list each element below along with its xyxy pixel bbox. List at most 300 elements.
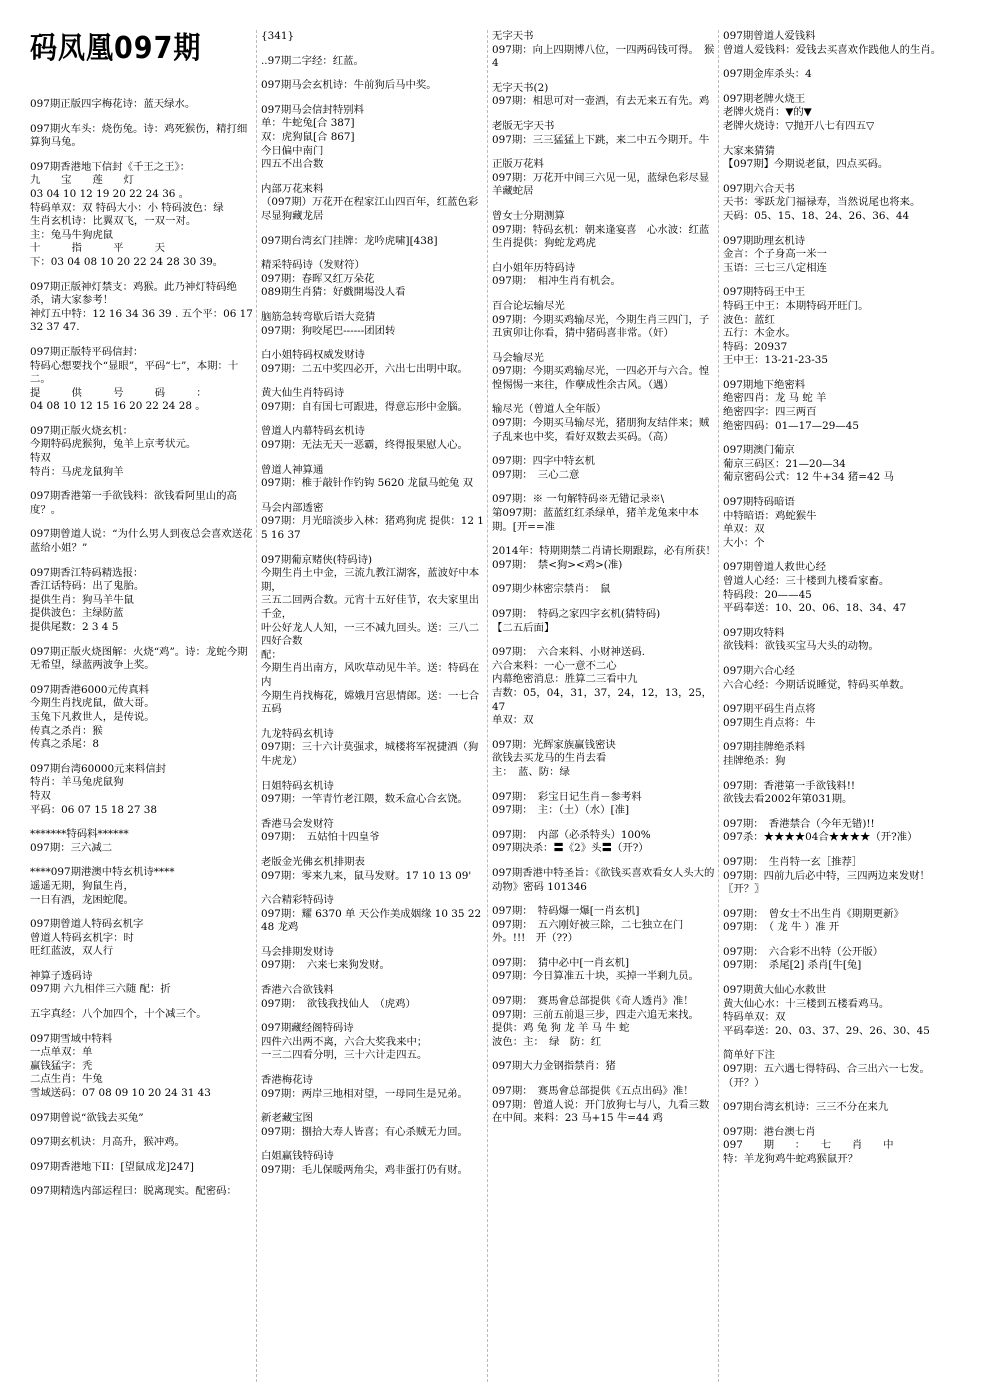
tip-heading: *******特码料****** bbox=[30, 828, 129, 841]
tip-line: 097期： 禁<狗><鸡>(准) bbox=[492, 558, 623, 571]
tip-heading: 097期正版神灯禁支：鸡猴。此乃神灯特码绝杀，请大家参考！ bbox=[30, 280, 237, 307]
tip-line: 097期： 相冲生肖有机会。 bbox=[492, 275, 621, 288]
tip-block bbox=[492, 352, 716, 393]
tip-line: 今期生肖找梅花，嫦娥月宫思情郎。送：一七合五码 bbox=[261, 689, 480, 716]
tip-line: 097期：椎于敲针作钓钩 5620 龙鼠马蛇兔 双 bbox=[261, 477, 474, 490]
tip-block bbox=[492, 209, 720, 251]
tip-heading: 马会内部透密 bbox=[261, 501, 324, 514]
tip-line: 神灯五中特：12 16 34 36 39 . 五个平：06 17 32 37 47. bbox=[30, 307, 257, 334]
tip-heading: 097期黄大仙心水救世 bbox=[723, 984, 826, 997]
tip-heading: 097期助理玄机诗 bbox=[723, 234, 806, 247]
tip-block bbox=[492, 791, 716, 818]
tip-line: 今期生肖找虎鼠，做大哥。 bbox=[30, 697, 155, 710]
tip-line: 097期：狗咬尾巴------团团转 bbox=[261, 324, 396, 337]
tip-block bbox=[723, 703, 947, 730]
tip-block bbox=[261, 79, 485, 93]
tip-block bbox=[723, 856, 947, 897]
tip-block bbox=[30, 1185, 254, 1199]
column-divider bbox=[487, 30, 488, 1382]
tip-block bbox=[492, 739, 716, 780]
tip-heading: 097期曾道人救世心经 bbox=[723, 561, 826, 574]
column-2 bbox=[261, 30, 485, 1382]
tip-heading: ****097期港澳中特玄机诗**** bbox=[30, 866, 175, 879]
tip-block bbox=[723, 496, 947, 550]
tip-line: 特双 bbox=[30, 452, 51, 465]
tip-heading: 097期特码暗语 bbox=[723, 496, 795, 509]
tip-block bbox=[723, 818, 947, 845]
tip-heading: 097期马会信封特别料 bbox=[261, 103, 364, 116]
tip-heading: 097期特码王中王 bbox=[723, 286, 806, 299]
tip-block bbox=[30, 1033, 254, 1101]
tip-line: 葡京密码公式：12 牛+34 猪=42 马 bbox=[723, 471, 894, 484]
tip-block bbox=[723, 235, 947, 276]
page-title: 码凤凰097期 bbox=[30, 31, 202, 66]
tip-line: 黄大仙心水：十三楼到五楼看鸡马。 bbox=[723, 997, 890, 1010]
tip-line: 097期： 主：（土）（水）[准] bbox=[492, 804, 630, 817]
tip-line: 097期：月光暗淡步入林：猪鸡狗虎 提供：12 15 16 37 bbox=[261, 515, 484, 542]
tip-line: 香江话特码：出了鬼胎。 bbox=[30, 580, 145, 593]
tip-heading: 097期葡京赌侠(特码诗) bbox=[261, 553, 373, 566]
tip-heading: 百合论坛输尽光 bbox=[492, 299, 565, 312]
tip-line: 传真之杀肖：猴 bbox=[30, 724, 103, 737]
tip-line: 097期： 五六刚好被三除，二七独立在门外。!!! 开（??） bbox=[492, 918, 684, 945]
tip-block bbox=[492, 1085, 716, 1126]
tip-block bbox=[30, 1136, 254, 1150]
tip-line: 097杀：★★★★04合★★★★（开?准） bbox=[723, 831, 918, 844]
tip-block bbox=[261, 1022, 485, 1063]
tip-heading: 097期： 猜中必中[一肖玄机] bbox=[492, 956, 630, 969]
tip-block bbox=[723, 93, 947, 134]
tip-heading: 097期老牌火烧王 bbox=[723, 92, 806, 105]
tip-line: 097期：万花开中间三六见一见，蓝绿色彩尽显羊藏蛇居 bbox=[492, 171, 710, 198]
tip-heading: 097期曾道人说：“为什么男人到夜总会喜欢送花蓝给小姐？” bbox=[30, 528, 253, 555]
tip-block bbox=[492, 957, 716, 984]
tip-line: 【097期】今期说老鼠，四点买码。 bbox=[723, 158, 889, 171]
tip-heading: 097期台湾玄机诗：三三不分在来九 bbox=[723, 1101, 889, 1114]
tip-line: 097期：今期买马输尽光，猪朋狗友结伴来；贼子乱来也中奖，看好双数去买码。（高） bbox=[492, 417, 710, 443]
tip-block bbox=[723, 1126, 947, 1167]
tip-heading: 097期攻特料 bbox=[723, 626, 785, 639]
tip-heading: 马会排期发财诗 bbox=[261, 945, 334, 958]
tip-line: 097期：三三猛猛上下跳，来二中五今期开。牛 bbox=[492, 133, 710, 146]
tip-line: 097期：零来九来，鼠马发财。17 10 13 09' bbox=[261, 869, 472, 882]
tip-block bbox=[723, 183, 947, 224]
tip-line: 单双：双 bbox=[723, 523, 765, 536]
tip-line: 097期：三前五前退三步，四走六追无来找。 bbox=[492, 1008, 699, 1021]
tip-line: 097期：一竿青竹老江隈，数禾盒心合玄饶。 bbox=[261, 793, 468, 806]
tip-heading: 097期：港台澳七肖 bbox=[723, 1125, 816, 1138]
column-divider bbox=[256, 30, 257, 1382]
tip-block bbox=[30, 646, 254, 673]
tip-heading: 输尽光（曾道人全年版） bbox=[492, 403, 607, 416]
tip-block bbox=[723, 286, 947, 368]
tip-heading: 097期少林密宗禁肖： 鼠 bbox=[492, 583, 611, 596]
tip-heading: 精采特码诗（发财符） bbox=[261, 259, 365, 272]
tip-block bbox=[30, 98, 254, 112]
tip-line: 遥遥无期，狗鼠生肖， bbox=[30, 879, 134, 892]
tip-line: 曾道人爱钱料：爱钱去买喜欢作践他人的生肖。 bbox=[723, 43, 942, 56]
tip-line: 一点单双：单 bbox=[30, 1046, 93, 1059]
tip-line: 挂牌绝杀：狗 bbox=[723, 754, 786, 767]
tip-line: 绝密四肖：龙 马 蛇 羊 bbox=[723, 392, 827, 405]
tip-line: 绝密四字：四三两百 bbox=[723, 406, 817, 419]
tip-line: 097期：今期买鸡输尽光，今期生肖三四门，子丑寅卯让你看，猜中猪码喜非常。（奸） bbox=[492, 313, 710, 340]
tip-heading: 097期挂牌绝杀料 bbox=[723, 741, 806, 754]
tip-block bbox=[723, 627, 947, 654]
tip-heading: 脑筋急转弯歇后语大竞猜 bbox=[261, 310, 376, 323]
tip-line: 提供生肖：狗马羊牛鼠 bbox=[30, 593, 134, 606]
tip-block bbox=[261, 780, 485, 807]
tip-block bbox=[30, 280, 257, 335]
tip-block bbox=[492, 82, 716, 109]
tip-heading: {341} bbox=[261, 30, 295, 42]
tip-block bbox=[30, 1161, 254, 1175]
tip-heading: 097期：四字中特玄机 bbox=[492, 455, 595, 468]
tip-line: 吉数：05，04，31，37，24，12，13，25，47 bbox=[492, 686, 713, 713]
tip-heading: 097期： 赛馬會总部提供《五点出码》准！ bbox=[492, 1085, 694, 1098]
tip-line: 097期：自有国七可跟进，得意忘形中金腦。 bbox=[261, 400, 468, 413]
tip-block bbox=[492, 867, 716, 894]
tip-heading: 097期大力金钢指禁肖：猪 bbox=[492, 1060, 616, 1073]
tip-heading: 097期地下绝密料 bbox=[723, 378, 806, 391]
tip-line: 金言：个子身高一米一 bbox=[723, 248, 827, 261]
tip-block bbox=[30, 918, 254, 959]
tip-line: 赢钱猛字：秃 bbox=[30, 1059, 93, 1072]
tip-line: 097期：五六遇七得特码、合三出六一七发。（开？） bbox=[723, 1063, 930, 1089]
tip-block bbox=[261, 464, 485, 491]
tip-heading: 无字天书 bbox=[492, 30, 534, 42]
tip-line: 天码：05、15、18、24、26、36、44 bbox=[723, 209, 910, 222]
tip-heading: 097期马会玄机诗：牛前狗后马中奖。 bbox=[261, 79, 437, 92]
tip-block bbox=[492, 455, 716, 482]
tip-heading: 白小姐年历特码诗 bbox=[492, 261, 576, 274]
tip-block bbox=[261, 984, 485, 1011]
tip-block bbox=[261, 856, 485, 883]
tip-line: 097期：今期买鸡输尽光，一四必开与六合。惶惶惕惕一来往，作孽成性余古风。（遇） bbox=[492, 365, 710, 391]
tip-block bbox=[261, 1074, 485, 1101]
tip-line: 097期：二五中奖四必开，六出七出明中取。 bbox=[261, 362, 468, 375]
tip-block bbox=[492, 300, 716, 341]
tip-block bbox=[723, 444, 947, 485]
tip-heading: 097期台湾60000元来料信封 bbox=[30, 762, 167, 775]
tip-line: 097期： （ 龙 牛 ）准 开 bbox=[723, 921, 840, 934]
tip-block bbox=[261, 183, 485, 224]
tip-heading: 曾道人神算通 bbox=[261, 463, 324, 476]
tip-line: 097期：三六减二 bbox=[30, 841, 113, 854]
tip-line: 097期 六九相伴三六随 配：折 bbox=[30, 983, 171, 996]
tip-line: 波色：主： 绿 防：红 bbox=[492, 1035, 602, 1048]
tip-heading: 马会输尽光 bbox=[492, 351, 544, 364]
tip-block bbox=[30, 1112, 254, 1126]
tip-line: 提供尾数：2 3 4 5 bbox=[30, 621, 119, 633]
tip-line: 欲钱料：欲钱买宝马大头的动物。 bbox=[723, 640, 879, 653]
tip-line: 今日偏中南门 bbox=[261, 144, 324, 157]
tip-line: 097期： 三心二意 bbox=[492, 468, 580, 481]
tip-block bbox=[492, 995, 716, 1049]
tip-line: 大小：个 bbox=[723, 536, 765, 549]
tip-heading: 097期正版特平码信封： bbox=[30, 345, 144, 358]
tip-block bbox=[723, 561, 947, 615]
tip-heading: 097期精选内部运程曰：脱离现实。配密码： bbox=[30, 1185, 237, 1198]
tip-heading: 097期： 彩宝日记生肖－参考料 bbox=[492, 790, 642, 803]
tip-line: 特双 bbox=[30, 789, 51, 802]
tip-heading: 白姐赢钱特码诗 bbox=[261, 1150, 334, 1163]
tip-block bbox=[261, 55, 485, 69]
tip-block bbox=[492, 829, 716, 856]
tip-heading: 白小姐特码权威发财诗 bbox=[261, 349, 365, 362]
tip-heading: 097期六合天书 bbox=[723, 182, 795, 195]
tip-line: 097期：相思可对一壶酒，有去无来五有先。鸡 bbox=[492, 95, 710, 108]
tip-line: 097期：今日算准五十块，买掉一半剩九员。 bbox=[492, 970, 699, 983]
tip-line: 097期： 欲钱我找仙人 （虎鸡） bbox=[261, 997, 416, 1010]
tip-line: 特码段：20——45 bbox=[723, 588, 812, 601]
tip-line: 葡京三码区：21—20—34 bbox=[723, 457, 846, 470]
tip-heading: 097期正版四字梅花诗：蓝天绿水。 bbox=[30, 98, 196, 110]
tip-heading: 097期香港地下信封《千王之王》： bbox=[30, 160, 191, 173]
tip-line: 097期：两岸三地相对望，一母同生是兄弟。 bbox=[261, 1087, 468, 1100]
tip-line: 097期：曾道人说：开门放狗七与八，九看三数在中间。来料：23 马+15 牛=44 鸡 bbox=[492, 1098, 710, 1125]
tip-heading: 097期澳门葡京 bbox=[723, 444, 795, 457]
tip-block bbox=[30, 866, 254, 907]
tip-line: 十 指 平 天 bbox=[30, 242, 166, 255]
tip-line: 特码：20937 bbox=[723, 340, 788, 353]
tip-block bbox=[492, 403, 716, 444]
tip-line: 下：03 04 08 10 20 22 24 28 30 39。 bbox=[30, 255, 224, 268]
tip-heading: 老版金光佛玄机排期表 bbox=[261, 855, 365, 868]
tip-heading: 九龙特码玄机诗 bbox=[261, 727, 334, 740]
tip-line: 097期： 五姑怕十四皇爷 bbox=[261, 831, 380, 844]
tip-block bbox=[723, 30, 947, 57]
tip-block bbox=[30, 425, 254, 479]
tip-block bbox=[492, 262, 716, 289]
tip-line: 03 04 10 12 19 20 22 24 36 。 bbox=[30, 187, 190, 200]
tip-line: 二点生肖：牛兔 bbox=[30, 1073, 103, 1086]
tip-heading: 香港梅花诗 bbox=[261, 1074, 313, 1087]
tip-line: 传真之杀尾：8 bbox=[30, 738, 99, 751]
tip-block bbox=[30, 763, 254, 817]
tip-block bbox=[492, 545, 716, 572]
tip-line: 提供：鸡 兔 狗 龙 羊 马 牛 蛇 bbox=[492, 1022, 630, 1035]
tip-line: 089期生肖猜：好戲開場没人看 bbox=[261, 286, 406, 299]
tip-heading: 097期香港地下II：[望鼠成龙]247] bbox=[30, 1160, 194, 1173]
tip-line: 配： bbox=[261, 648, 282, 661]
tip-line: 波色：蓝红 bbox=[723, 313, 775, 326]
column-1 bbox=[30, 30, 257, 1382]
tip-line: 提 供 号 码 ： bbox=[30, 386, 207, 399]
tip-line: （097期）万花开在程家江山四百年，红蓝色彩尽显狗藏龙居 bbox=[261, 196, 479, 222]
tip-block bbox=[30, 684, 254, 752]
tip-line: 欲钱去买龙马的生肖去看 bbox=[492, 752, 607, 765]
tip-heading: 097期雪域中特料 bbox=[30, 1032, 113, 1045]
tip-heading: 097期香港第一手欲钱料：欲钱看阿里山的高度？。 bbox=[30, 490, 237, 516]
tip-block bbox=[261, 30, 485, 44]
tip-block bbox=[261, 946, 485, 973]
tip-line: 中特暗语：鸡蛇猴牛 bbox=[723, 509, 817, 522]
tip-heading: 097期玄机诀：月高升，猴冲鸡。 bbox=[30, 1136, 185, 1149]
tip-line: 单：牛蛇兔[合 387] bbox=[261, 117, 355, 130]
tip-heading: 内部万花来料 bbox=[261, 182, 324, 195]
tip-block bbox=[261, 425, 485, 452]
tip-line: 今期生肖土中金，三流九教江湖客，蓝波好中本期， bbox=[261, 567, 480, 593]
tip-heading: 097期正版火烧玄机： bbox=[30, 424, 133, 437]
tip-block bbox=[492, 158, 716, 199]
tip-block bbox=[723, 145, 947, 172]
tip-line: 097期：特码玄机：朝来逢宴喜 心水波：红蓝 生肖提供：狗蛇龙鸡虎 bbox=[492, 223, 720, 250]
tip-block bbox=[723, 780, 947, 807]
tip-line: 04 08 10 12 15 16 20 22 24 28 。 bbox=[30, 400, 206, 413]
tip-heading: 日姐特码玄机诗 bbox=[261, 779, 334, 792]
tip-line: 特码心想要找个“显眼”，平码“七”，本期：十二。 bbox=[30, 359, 239, 386]
tip-block bbox=[30, 123, 254, 150]
tip-heading: 老版无字天书 bbox=[492, 119, 555, 132]
tip-heading: 097期曾道人特码玄机字 bbox=[30, 918, 144, 931]
tip-line: 平码奉送：20、03、37、29、26、30、45 bbox=[723, 1024, 930, 1037]
tip-block bbox=[30, 161, 254, 270]
tip-line: 今期生肖出南方，风吹草动见牛羊。送：特码在内 bbox=[261, 662, 480, 688]
tip-line: 特码王中王：本期特码开旺门。 bbox=[723, 299, 869, 312]
tip-heading: 正版万花料 bbox=[492, 158, 544, 171]
tip-line: 内幕绝密消息：胜算二三看中九 bbox=[492, 673, 638, 686]
tip-block bbox=[261, 1112, 485, 1139]
tip-line: 097期：无法无天一恶霸，终得报果慰人心。 bbox=[261, 439, 468, 452]
tip-block bbox=[261, 311, 485, 338]
tip-heading: 097期火车头：烧伤兔。诗：鸡死猴伤，精打细算狗马兔。 bbox=[30, 122, 248, 149]
tip-line: 特：羊龙狗鸡牛蛇鸡猴鼠开？ bbox=[723, 1153, 859, 1165]
tip-heading: 五字真经：八个加四个，十个减三个。 bbox=[30, 1008, 207, 1021]
tip-block bbox=[30, 970, 254, 997]
tip-block bbox=[723, 379, 947, 433]
tip-heading: 097期台湾玄门挂牌：龙吟虎啸][438] bbox=[261, 234, 438, 247]
tip-line: 特肖：羊马兔虎鼠狗 bbox=[30, 776, 124, 789]
tip-block bbox=[261, 104, 485, 172]
tip-line: 特肖：马虎龙鼠狗羊 bbox=[30, 465, 124, 478]
tip-line: 平码奉送：10、20、06、18、34、47 bbox=[723, 602, 907, 615]
tip-line: 097期决杀：〓《2》头〓（开?） bbox=[492, 842, 649, 855]
tip-heading: 097期：※ 一句解特码※无错记录※\ bbox=[492, 493, 665, 506]
tip-block bbox=[261, 387, 485, 414]
tip-block bbox=[492, 905, 716, 946]
tip-heading: 简单好下注 bbox=[723, 1049, 775, 1062]
tip-heading: 097期香江特码精选报： bbox=[30, 566, 144, 579]
tip-heading: 097期： 特码爆一爆[一肖玄机] bbox=[492, 905, 640, 918]
tip-block bbox=[261, 894, 485, 935]
tip-heading: 097期曾说“欲钱去买兔” bbox=[30, 1111, 144, 1124]
tip-block bbox=[723, 984, 947, 1038]
tip-line: 一日有酒，龙困蛇爬。 bbox=[30, 893, 134, 906]
tip-heading: 097期： 六合彩不出特（公开版） bbox=[723, 945, 884, 958]
tip-line: 【二五后面】 bbox=[492, 621, 555, 634]
tip-heading: 097期： 特码之家四字玄机(猜特码) bbox=[492, 608, 661, 620]
tip-block bbox=[723, 1049, 947, 1090]
tip-block bbox=[30, 567, 254, 635]
tip-heading: 097期： 曾女士不出生肖《期期更新》 bbox=[723, 907, 904, 920]
tip-block bbox=[30, 528, 254, 555]
tip-line: 六合心经：今期话说睡觉，特码买单数。 bbox=[723, 678, 911, 691]
tip-line: 欲钱去看2002年第031期。 bbox=[723, 793, 853, 806]
tip-block bbox=[492, 646, 716, 728]
tip-line: 四件六出两不离，六合大奖我来中； bbox=[261, 1035, 428, 1048]
tip-line: 曾道人心经：三十楼到九楼看家畜。 bbox=[723, 575, 890, 587]
tip-line: 097期生肖点将：牛 bbox=[723, 716, 816, 729]
tip-block bbox=[261, 818, 485, 845]
tip-block bbox=[492, 1060, 716, 1074]
tip-line: 雪域送码：07 08 09 10 20 24 31 43 bbox=[30, 1087, 211, 1100]
tip-heading: 097期藏经阁特码诗 bbox=[261, 1022, 354, 1035]
tip-block bbox=[30, 828, 254, 855]
tip-heading: 曾道人内幕特码玄机诗 bbox=[261, 425, 365, 438]
tip-line: 九 宝 莲 灯 bbox=[30, 174, 134, 187]
tip-line: 今期特码虎猴狗，兔羊上京考状元。 bbox=[30, 438, 197, 451]
tip-line: 曾道人特码玄机字：时 bbox=[30, 931, 134, 944]
tip-heading: 097期： 香港禁合（今年无错)!! bbox=[723, 817, 875, 830]
tip-heading: 097期正版火烧图解：火烧“鸡”。诗：龙蛇今期无希望，绿蓝两波争上奖。 bbox=[30, 645, 248, 672]
tip-block bbox=[723, 741, 947, 768]
tip-block bbox=[723, 1101, 947, 1115]
tip-heading: 新老藏宝图 bbox=[261, 1112, 313, 1125]
tip-sheet bbox=[30, 30, 955, 1382]
tip-line: 097期： 杀尾[2] 杀肖[牛[兔] bbox=[723, 959, 862, 972]
tip-block bbox=[261, 349, 485, 376]
tip-block bbox=[723, 908, 947, 935]
tip-block bbox=[30, 490, 254, 517]
tip-block bbox=[492, 583, 716, 597]
tip-heading: 097期曾道人爱钱料 bbox=[723, 30, 816, 42]
tip-heading: 2014年：特期期禁二肖请长期跟踪，必有所获！ bbox=[492, 545, 716, 558]
tip-block bbox=[723, 946, 947, 973]
tip-line: 生肖玄机诗：比翼双飞，一双一对。 bbox=[30, 215, 197, 228]
tip-heading: 097期香港中特圣旨：《欲钱买喜欢看女人头大的动物》密码 101346 bbox=[492, 866, 715, 893]
tip-line: 主： 蓝、防：绿 bbox=[492, 765, 570, 778]
tip-line: 097期：向上四期博八位，一四两码钱可得。 猴 4 bbox=[492, 43, 718, 70]
tip-block bbox=[492, 608, 716, 635]
tip-block bbox=[261, 1150, 485, 1177]
column-4 bbox=[723, 30, 947, 1382]
tip-heading: 097期： 生肖特一玄［推荐］ bbox=[723, 855, 863, 868]
tip-line: 四五不出合数 bbox=[261, 158, 324, 171]
tip-block bbox=[723, 665, 947, 692]
tip-block bbox=[492, 30, 716, 71]
tip-line: 097期：四前九后必中特，三四两边来发财！〖开？〗 bbox=[723, 869, 930, 896]
tip-block bbox=[30, 346, 254, 414]
tip-line: 旺红蓝波，双人行 bbox=[30, 945, 114, 958]
tip-heading: 无字天书(2) bbox=[492, 81, 549, 94]
tip-line: 提供波色：主绿防蓝 bbox=[30, 607, 124, 620]
tip-block bbox=[492, 493, 716, 534]
tip-line: 玉语：三七三八定相连 bbox=[723, 261, 827, 274]
tip-heading: 097期平码生肖点将 bbox=[723, 703, 816, 716]
tip-line: 双：虎狗鼠[合 867] bbox=[261, 130, 355, 143]
tip-line: 097 期 ： 七 肖 中 bbox=[723, 1139, 894, 1152]
tip-line: 叶公好龙人人知，一三不减九回头。送：三八二四好合数 bbox=[261, 621, 480, 648]
tip-line: 097期：捌拾大寿人皆喜；有心杀贼无力回。 bbox=[261, 1125, 468, 1138]
tip-line: 王中王：13-21-23-35 bbox=[723, 354, 828, 367]
tip-line: 五行：木金水。 bbox=[723, 327, 796, 340]
tip-line: 097期：耀 6370 单 天公作美成姻缘 10 35 22 48 龙鸡 bbox=[261, 907, 485, 934]
tip-heading: 六合精彩特码诗 bbox=[261, 894, 334, 907]
tip-line: 平码：06 07 15 18 27 38 bbox=[30, 803, 158, 816]
tip-heading: 香港六合欲钱料 bbox=[261, 984, 334, 997]
tip-line: 一三二四看分明，三十六计走四五。 bbox=[261, 1049, 428, 1062]
tip-line: 第097期：蓝蓝红红杀绿单，猪羊龙兔来中本期。[开==准 bbox=[492, 507, 699, 533]
tip-heading: 097期： 六合来料、小财神送码. bbox=[492, 646, 646, 659]
tip-block bbox=[261, 554, 485, 717]
tip-heading: 097期：光辉家族赢钱密诀 bbox=[492, 738, 616, 751]
tip-block bbox=[492, 120, 716, 147]
tip-heading: 大家来猜猜 bbox=[723, 144, 775, 157]
tip-heading: 曾女士分期测算 bbox=[492, 209, 565, 222]
tip-line: 097期：春晖又红万朵花 bbox=[261, 272, 375, 285]
tip-block bbox=[261, 235, 485, 249]
